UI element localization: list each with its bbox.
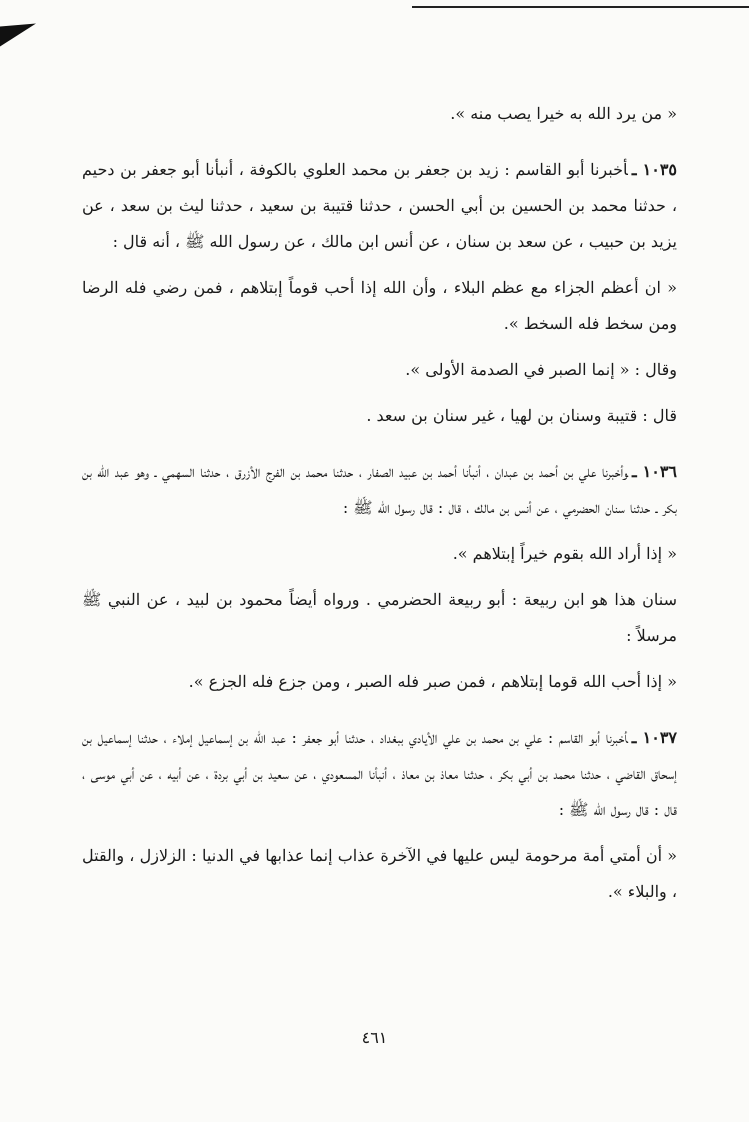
hadith-1036-matn2: « إذا أحب الله قوما إبتلاهم ، فمن صبر فله الصبر ، ومن جزع فله الجزع ».: [188, 672, 677, 691]
hadith-1036-isnad-text: وأخبرنا علي بن أحمد بن عبدان ، أنبأنا أحمد بن عبيد الصفار ، حدثنا محمد بن الفرج الأزرق ، حدثنا السهمي ـ وهو عبد الله بن بكر ـ حدثنا سنان الحضرمي ، عن أنس بن مالك ، قال : قال رسول الله ﷺ :: [82, 462, 677, 517]
top-rule: [412, 6, 749, 8]
hadith-1035-isnad: [82, 152, 677, 260]
hadith-1036-isnad: [82, 454, 677, 526]
hadith-1035-note: قال : قتيبة وسنان بن لهيا ، غير سنان بن سعد .: [366, 406, 677, 425]
hadith-1035-isnad-text: أخبرنا أبو القاسم : زيد بن جعفر بن محمد العلوي بالكوفة ، أنبأنا أبو جعفر بن دحيم ، حدثنا محمد بن الحسين بن أبي الحسن ، حدثنا قتيبة بن سعيد ، حدثنا ليث بن سعد ، عن يزيد بن حبيب ، عن سعد بن سنان ، عن أنس ابن مالك ، عن رسول الله ﷺ ، أنه قال :: [82, 160, 677, 251]
hadith-1037-isnad: [82, 720, 677, 828]
hadith-1036-note: سنان هذا هو ابن ربيعة : أبو ربيعة الحضرمي . ورواه أيضاً محمود بن لبيد ، عن النبي ﷺ مرسلاً :: [82, 590, 677, 645]
hadith-1035-matn: « ان أعظم الجزاء مع عظم البلاء ، وأن الله إذا أحب قوماً إبتلاهم ، فمن رضي فله الرضا ومن سخط فله السخط ».: [82, 278, 677, 333]
hadith-1036-matn: « إذا أراد الله بقوم خيراً إبتلاهم ».: [452, 544, 677, 563]
corner-arrow-mark: [0, 13, 36, 46]
page-body: [82, 96, 677, 910]
hadith-1035-number: ١٠٣٥ ـ: [631, 160, 677, 179]
hadith-1034-end: « من يرد الله به خيرا يصب منه ».: [450, 104, 677, 123]
hadith-1037-matn: « أن أمتي أمة مرحومة ليس عليها في الآخرة عذاب إنما عذابها في الدنيا : الزلازل ، والقتل ، والبلاء ».: [82, 846, 677, 901]
hadith-1036-number: ١٠٣٦ ـ: [632, 462, 677, 481]
hadith-1037-isnad-text: أخبرنا أبو القاسم : علي بن محمد بن علي الأيادي ببغداد ، حدثنا أبو جعفر : عبد الله بن إسماعيل إملاء ، حدثنا إسماعيل بن إسحاق القاضي ، حدثنا محمد بن أبي بكر ، حدثنا معاذ بن معاذ ، أنبأنا المسعودي ، عن سعيد بن أبي بردة ، عن أبيه ، عن أبي موسى ، قال : قال رسول الله ﷺ :: [82, 728, 677, 819]
hadith-1037-number: ١٠٣٧ ـ: [631, 728, 678, 747]
page-number: ٤٦١: [361, 1028, 388, 1047]
hadith-1035-addition: وقال : « إنما الصبر في الصدمة الأولى ».: [405, 360, 677, 379]
